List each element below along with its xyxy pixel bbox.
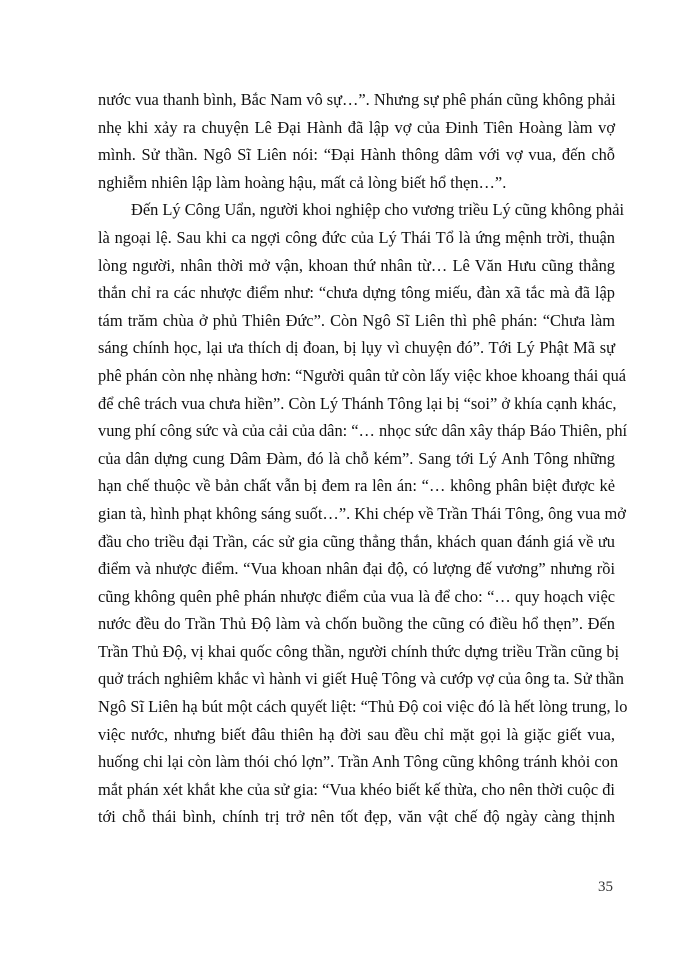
text-line: Đến Lý Công Uẩn, người khoi nghiệp cho vương triều Lý cũng không phải xyxy=(131,200,625,220)
text-line: vung phí công sức và của cải của dân: “… nhọc sức dân xây tháp Báo Thiên, phí xyxy=(98,421,628,441)
text-line: lòng người, nhân thời mở vận, khoan thứ nhân từ… Lê Văn Hưu cũng thẳng xyxy=(98,255,615,275)
paragraph-2 xyxy=(98,196,628,831)
text-line: việc nước, nhưng biết đâu thiên hạ đời sau đều chỉ mặt gọi là giặc giết vua, xyxy=(98,724,615,744)
text-line: gian tà, hình phạt không sáng suốt…”. Khi chép về Trần Thái Tông, ông vua mở xyxy=(98,503,626,523)
text-line: Trần Thủ Độ, vị khai quốc công thần, người chính thức dựng triều Trần cũng bị xyxy=(98,641,620,661)
text-line: của dân dựng cung Dâm Đàm, đó là chỗ kém”. Sang tới Lý Anh Tông những xyxy=(98,448,615,468)
text-line: nghiễm nhiên lập làm hoàng hậu, mất cả lòng biết hổ thẹn…”. xyxy=(98,172,507,192)
text-line: sáng chính học, lại ưa thích dị đoan, bị lụy vì chuyện đó”. Tới Lý Phật Mã sự xyxy=(98,338,615,358)
text-line: đầu cho triều đại Trần, các sử gia cũng thẳng thắn, khách quan đánh giá về ưu xyxy=(98,531,615,551)
text-line: nước vua thanh bình, Bắc Nam vô sự…”. Nhưng sự phê phán cũng không phải xyxy=(98,90,616,109)
text-line: để chê trách vua chưa hiền”. Còn Lý Thánh Tông lại bị “soi” ở khía cạnh khác, xyxy=(98,393,617,413)
text-line: tới chỗ thái bình, chính trị trở nên tốt đẹp, văn vật chế độ ngày càng thịnh xyxy=(98,807,615,827)
text-line: thắn chỉ ra các nhược điểm như: “chưa dựng tông miếu, đàn xã tắc mà đã lập xyxy=(98,283,615,303)
body-text xyxy=(98,86,628,831)
text-line: huống chi lại còn làm thói chó lợn”. Trần Anh Tông cũng không tránh khỏi con xyxy=(98,752,619,772)
text-line: tám trăm chùa ở phủ Thiên Đức”. Còn Ngô Sĩ Liên thì phê phán: “Chưa làm xyxy=(98,310,615,330)
text-line: Ngô Sĩ Liên hạ bút một cách quyết liệt: “Thủ Độ coi việc đó là hết lòng trung, lo xyxy=(98,697,628,717)
text-line: là ngoại lệ. Sau khi ca ngợi công đức của Lý Thái Tổ là ứng mệnh trời, thuận xyxy=(98,227,615,247)
text-line: mắt phán xét khắt khe của sử gia: “Vua khéo biết kế thừa, cho nên thời cuộc đi xyxy=(98,779,615,799)
text-line: hạn chế thuộc về bản chất vẫn bị đem ra lên án: “… không phân biệt được kẻ xyxy=(98,476,615,496)
text-line: điểm và nhược điểm. “Vua khoan nhân đại độ, có lượng đế vương” nhưng rồi xyxy=(98,559,615,579)
text-line: quở trách nghiêm khắc vì hành vi giết Huệ Tông và cướp vợ của ông ta. Sử thần xyxy=(98,669,624,689)
text-line: cũng không quên phê phán nhược điểm của vua là để cho: “… quy hoạch việc xyxy=(98,586,615,606)
paragraph-1 xyxy=(98,86,615,196)
text-line: nhẹ khi xảy ra chuyện Lê Đại Hành đã lập vợ của Đinh Tiên Hoàng làm vợ xyxy=(98,117,615,137)
text-line: mình. Sử thần. Ngô Sĩ Liên nói: “Đại Hành thông dâm với vợ vua, đến chỗ xyxy=(98,145,615,165)
page-number: 35 xyxy=(598,879,613,895)
text-line: nước đều do Trần Thủ Độ làm và chốn buồng the cũng có điều hổ thẹn”. Đến xyxy=(98,614,615,634)
text-line: phê phán còn nhẹ nhàng hơn: “Người quân tử còn lấy việc khoe khoang thái quá xyxy=(98,365,627,385)
